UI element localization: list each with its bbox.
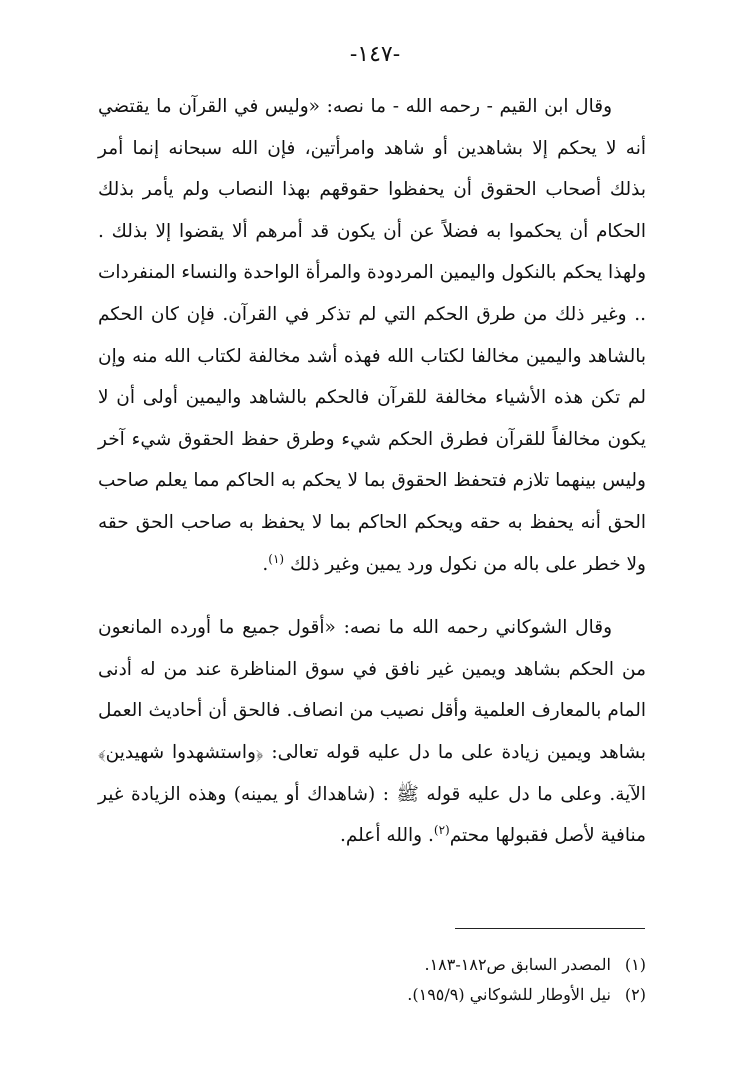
paragraph-al-shawkani [98,607,646,857]
page-number: -١٤٧- [349,42,401,67]
footnote-number: (١) [624,955,646,974]
footnote-number: (٢) [624,985,646,1004]
paragraph-tail: . والله أعلم. [339,825,434,847]
paragraph-ibn-al-qayyim [98,86,646,585]
footnote-item [98,950,646,980]
paragraph-tail: . [262,553,269,575]
footnote-divider [455,928,645,929]
footnotes [98,950,646,1010]
paragraph-text: وقال الشوكاني رحمه الله ما نصه: «أقول جميع ما أورده المانعون من الحكم بشاهد ويمين غير نافق في سوق المناظرة عند من له أدنى المام بالمعارف العلمية وأقل نصيب من انصاف. فالحق أن أحاديث العمل بشاهد ويمين زيادة على ما دل عليه قوله تعالى: ﴿واستشهدوا شهيدين﴾ الآية. وعلى ما دل عليه قوله ﷺ : (شاهداك أو يمينه) وهذه الزيادة غير منافية لأصل فقبولها محتم [98,617,646,847]
main-text [98,86,646,857]
paragraph-text: وقال ابن القيم - رحمه الله - ما نصه: «وليس في القرآن ما يقتضي أنه لا يحكم إلا بشاهدين أو شاهد وامرأتين، فإن الله سبحانه إنما أمر بذلك أصحاب الحقوق أن يحفظوا حقوقهم بهذا النصاب ولم يأمر بذلك الحكام أن يحكموا به فضلاً عن أن يكون قد أمرهم ألا يقضوا إلا بذلك . ولهذا يحكم بالنكول واليمين المردودة والمرأة الواحدة والنساء المنفردات .. وغير ذلك من طرق الحكم التي لم تذكر في القرآن. فإن كان الحكم بالشاهد واليمين مخالفا لكتاب الله فهذه أشد مخالفة لكتاب الله منه وإن لم تكن هذه الأشياء مخالفة للقرآن فالحكم بالشاهد واليمين أولى أن لا يكون مخالفاً للقرآن فطرق الحكم شيء وطرق حفظ الحقوق شيء آخر وليس بينهما تلازم فتحفظ الحقوق بما لا يحكم به الحاكم مما يعلم صاحب الحق أنه يحفظ به حقه ويحكم الحاكم بما لا يحفظ به صاحب الحق حقه ولا خطر على باله من نكول ورد يمين وغير ذلك [98,96,646,575]
footnote-marker: (٢) [433,822,450,837]
footnote-text: نيل الأوطار للشوكاني (١٩٥/٩). [407,985,611,1004]
footnote-item [98,980,646,1010]
footnote-text: المصدر السابق ص١٨٢-١٨٣. [424,955,611,974]
footnote-marker: (١) [268,551,285,566]
